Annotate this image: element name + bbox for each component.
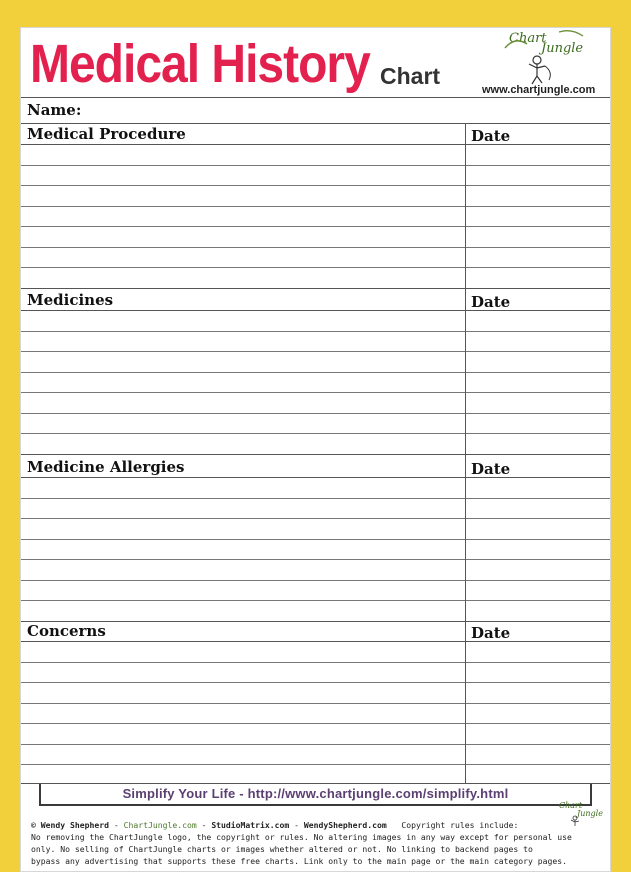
date-column-divider [465,290,466,457]
section-header [21,290,610,311]
entry-row[interactable] [21,519,610,540]
header [21,28,611,98]
entry-row[interactable] [21,683,610,704]
svg-text:Chart: Chart [559,801,583,810]
copyright-rule-line: bypass any advertising that supports these free charts. Link only to the main page or the main category pages. [31,856,568,866]
section-medicine-allergies [21,457,610,621]
copyright-rules-intro: Copyright rules include: [401,820,519,830]
entry-row[interactable] [21,724,610,745]
entry-row[interactable] [21,745,610,766]
entry-row[interactable] [21,540,610,561]
entry-row[interactable] [21,765,610,786]
entry-row[interactable] [21,560,610,581]
date-column-header: Date [471,624,511,642]
entry-row[interactable] [21,434,610,455]
entry-row[interactable] [21,207,610,228]
page-subtitle: Chart [380,63,441,89]
chartjungle-logo-icon [501,28,606,86]
date-column-divider [465,124,466,290]
entry-row[interactable] [21,581,610,602]
name-row[interactable] [21,98,610,124]
page-title: Medical History [30,34,370,95]
section-title: Concerns [27,622,106,640]
entry-row[interactable] [21,601,610,622]
svg-text:Jungle: Jungle [577,809,603,818]
entry-row[interactable] [21,499,610,520]
entry-row[interactable] [21,373,610,394]
entry-row[interactable] [21,642,610,663]
section-medical-procedure [21,124,610,290]
date-column-divider [465,621,466,783]
entry-row[interactable] [21,478,610,499]
date-column-header: Date [471,293,511,311]
copyright-rule-line: only. No selling of ChartJungle charts or images whether altered or not. No linking to backend pages to [31,844,533,854]
entry-row[interactable] [21,248,610,269]
entry-row[interactable] [21,663,610,684]
chart-page [20,27,611,872]
section-title: Medicines [27,291,114,309]
credit-site-chartjungle[interactable]: ChartJungle.com [123,820,197,830]
copyright-notice [31,819,591,867]
entry-row[interactable] [21,414,610,435]
section-header [21,124,610,145]
section-medicines [21,290,610,457]
logo-url: www.chartjungle.com [482,84,596,96]
section-header [21,621,610,642]
medical-history-form [21,97,611,784]
name-label: Name: [27,101,82,119]
credits-line: © Wendy Shepherd - ChartJungle.com - StudioMatrix.com - WendyShepherd.com Copyright rules include: [31,820,519,830]
footer-banner [39,784,592,806]
entry-row[interactable] [21,166,610,187]
credit-author: © Wendy Shepherd [31,820,109,830]
date-column-header: Date [471,127,511,145]
entry-row[interactable] [21,393,610,414]
entry-row[interactable] [21,186,610,207]
date-column-header: Date [471,460,511,478]
entry-row[interactable] [21,227,610,248]
section-header [21,457,610,478]
logo-word-chart: Chart [509,31,547,46]
section-title: Medicine Allergies [27,458,185,476]
entry-row[interactable] [21,332,610,353]
entry-row[interactable] [21,145,610,166]
copyright-rule-line: No removing the ChartJungle logo, the copyright or rules. No altering images in any way except for personal use [31,832,572,842]
entry-row[interactable] [21,352,610,373]
credit-site-wendyshepherd[interactable]: WendyShepherd.com [303,820,387,830]
entry-row[interactable] [21,704,610,725]
entry-row[interactable] [21,268,610,289]
simplify-link[interactable]: Simplify Your Life - http://www.chartjungle.com/simplify.html [122,786,509,801]
section-title: Medical Procedure [27,125,186,143]
date-column-divider [465,457,466,621]
entry-row[interactable] [21,311,610,332]
section-concerns [21,621,610,783]
credit-site-studiomatrix[interactable]: StudioMatrix.com [211,820,290,830]
logo-word-jungle: Jungle [541,41,584,56]
